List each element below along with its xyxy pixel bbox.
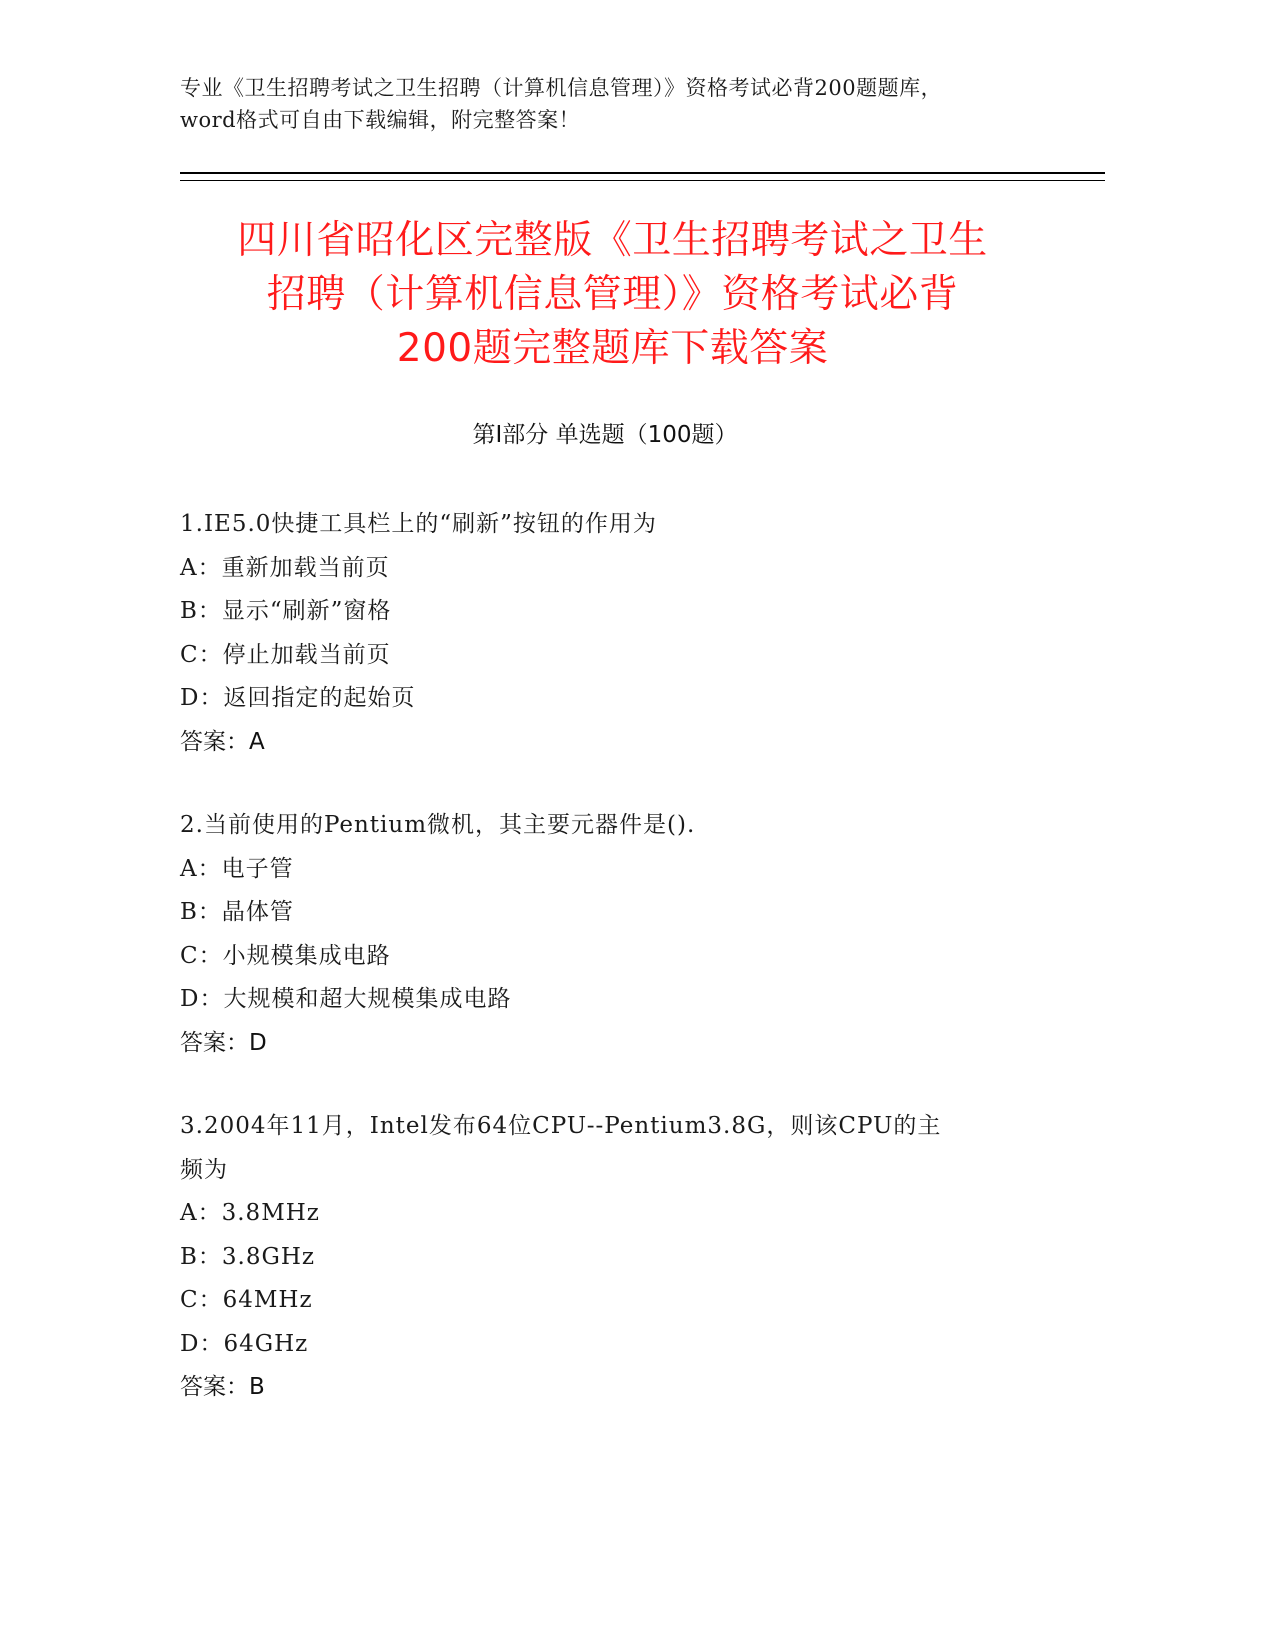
option-a: A：电子管 bbox=[180, 855, 294, 882]
title-line-1: 四川省昭化区完整版《卫生招聘考试之卫生 bbox=[237, 218, 988, 263]
option-d: D：返回指定的起始页 bbox=[180, 685, 416, 711]
option-b: B：3.8GHz bbox=[180, 1243, 316, 1270]
question-stem-line-2: 频为 bbox=[180, 1156, 228, 1183]
title-line-2: 招聘（计算机信息管理）》资格考试必背 bbox=[266, 272, 959, 317]
question-stem: 2.当前使用的Pentium微机，其主要元器件是(). bbox=[180, 812, 696, 838]
question-list bbox=[180, 503, 1060, 1450]
option-c: C：64MHz bbox=[180, 1287, 313, 1313]
option-c: C：停止加载当前页 bbox=[180, 641, 391, 668]
question-stem: 1.IE5.0快捷工具栏上的“刷新”按钮的作用为 bbox=[180, 511, 657, 537]
option-d: D：64GHz bbox=[180, 1330, 309, 1357]
document-title bbox=[140, 214, 1085, 376]
answer: 答案：D bbox=[180, 1029, 267, 1056]
option-b: B：显示“刷新”窗格 bbox=[180, 598, 392, 624]
header-note bbox=[180, 72, 1060, 136]
option-a: A：重新加载当前页 bbox=[180, 554, 390, 581]
answer: 答案：B bbox=[180, 1374, 265, 1400]
option-c: C：小规模集成电路 bbox=[180, 942, 391, 969]
header-note-line-1: 专业《卫生招聘考试之卫生招聘（计算机信息管理）》资格考试必背200题题库， bbox=[180, 76, 943, 100]
question-2 bbox=[180, 804, 1060, 1065]
option-a: A：3.8MHz bbox=[180, 1200, 320, 1226]
question-3 bbox=[180, 1105, 1060, 1410]
title-line-3: 200题完整题库下载答案 bbox=[396, 326, 829, 371]
header-note-line-2: word格式可自由下载编辑，附完整答案！ bbox=[180, 108, 581, 132]
answer: 答案：A bbox=[180, 728, 265, 755]
header-divider-thick bbox=[180, 172, 1105, 174]
header-divider-thin bbox=[180, 180, 1105, 181]
question-1 bbox=[180, 503, 1060, 764]
option-d: D：大规模和超大规模集成电路 bbox=[180, 986, 512, 1012]
section-title: 第Ⅰ部分 单选题（100题） bbox=[472, 422, 738, 448]
question-stem-line-1: 3.2004年11月，Intel发布64位CPU--Pentium3.8G，则该CPU的主 bbox=[180, 1113, 942, 1139]
option-b: B：晶体管 bbox=[180, 899, 294, 925]
